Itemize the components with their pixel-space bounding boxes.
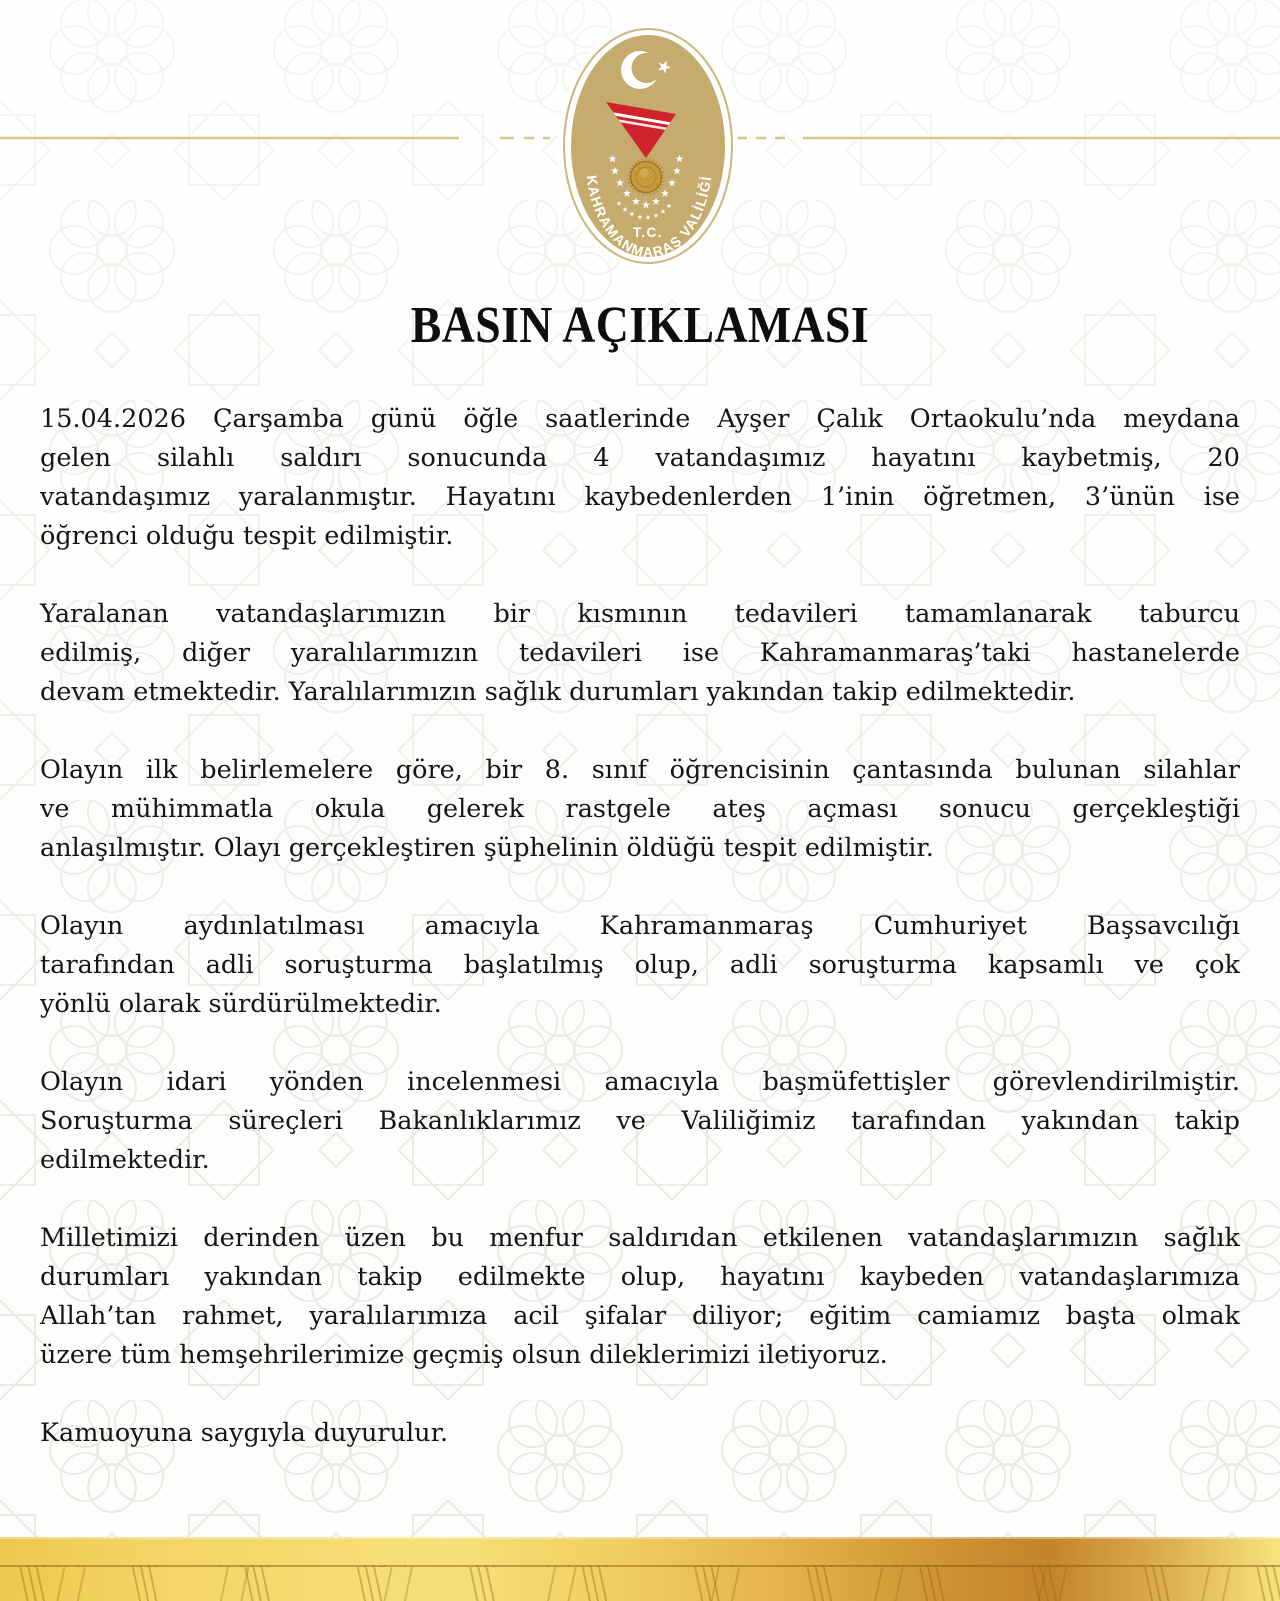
paragraph-line: Olayın ilk belirlemelere göre, bir 8. sınıf öğrencisinin çantasında bulunan silahlar — [40, 755, 1240, 785]
paragraph-line: Soruşturma süreçleri Bakanlıklarımız ve Valiliğimiz tarafından yakından takip — [40, 1106, 1240, 1136]
paragraph-line: anlaşılmıştır. Olayı gerçekleştiren şüphelinin öldüğü tespit edilmiştir. — [40, 833, 934, 863]
paragraph-line: üzere tüm hemşehrilerimize geçmiş olsun dileklerimizi iletiyoruz. — [40, 1340, 888, 1370]
paragraph-line: yönlü olarak sürdürülmektedir. — [40, 989, 442, 1019]
paragraph-line: edilmiş, diğer yaralılarımızın tedavileri ise Kahramanmaraş’taki hastanelerde — [40, 638, 1240, 668]
footer-geometric-pattern — [0, 1565, 1280, 1601]
paragraph-line: öğrenci olduğu tespit edilmiştir. — [40, 521, 454, 551]
paragraph-line: gelen silahlı saldırı sonucunda 4 vatandaşımız hayatını kaybetmiş, 20 — [40, 443, 1240, 473]
paragraph-line: devam etmektedir. Yaralılarımızın sağlık durumları yakından takip edilmektedir. — [40, 677, 1076, 707]
paragraph — [40, 751, 1240, 868]
paragraph-line: durumları yakından takip edilmekte olup, hayatını kaybeden vatandaşlarımıza — [40, 1262, 1240, 1292]
paragraph-line: Kamuoyuna saygıyla duyurulur. — [40, 1418, 449, 1448]
paragraph — [40, 1219, 1240, 1375]
paragraph-line: vatandaşımız yaralanmıştır. Hayatını kaybedenlerden 1’inin öğretmen, 3’ünün ise — [40, 482, 1240, 512]
emblem-org-name: KAHRAMANMARAŞ VALİLİĞİ — [583, 174, 715, 261]
paragraph-line: Milletimizi derinden üzen bu menfur saldırıdan etkilenen vatandaşlarımızın sağlık — [40, 1223, 1240, 1253]
paragraph-line: ve mühimmatla okula gelerek rastgele ateş açması sonucu gerçekleştiği — [40, 794, 1240, 824]
paragraph — [40, 1414, 1240, 1453]
page-title: BASIN AÇIKLAMASI — [410, 297, 870, 354]
emblem-tc-label: T.C. — [632, 225, 664, 240]
paragraph-line: Yaralanan vatandaşlarımızın bir kısmının tedavileri tamamlanarak taburcu — [40, 599, 1240, 629]
paragraph-line: tarafından adli soruşturma başlatılmış olup, adli soruşturma kapsamlı ve çok — [40, 950, 1240, 980]
paragraph-line: Olayın idari yönden incelenmesi amacıyla başmüfettişler görevlendirilmiştir. — [40, 1067, 1240, 1097]
paragraph — [40, 1063, 1240, 1180]
paragraph-line: Allah’tan rahmet, yaralılarımıza acil şifalar diliyor; eğitim camiamız başta olmak — [40, 1301, 1240, 1331]
paragraph — [40, 907, 1240, 1024]
press-release-body — [40, 400, 1240, 1492]
valilik-emblem — [558, 23, 738, 269]
paragraph-line: 15.04.2026 Çarşamba günü öğle saatlerinde Ayşer Çalık Ortaokulu’nda meydana — [40, 404, 1240, 434]
paragraph — [40, 595, 1240, 712]
paragraph-line: edilmektedir. — [40, 1145, 210, 1175]
paragraph — [40, 400, 1240, 556]
footer-gold-band — [0, 1537, 1280, 1601]
paragraph-line: Olayın aydınlatılması amacıyla Kahramanmaraş Cumhuriyet Başsavcılığı — [40, 911, 1240, 941]
